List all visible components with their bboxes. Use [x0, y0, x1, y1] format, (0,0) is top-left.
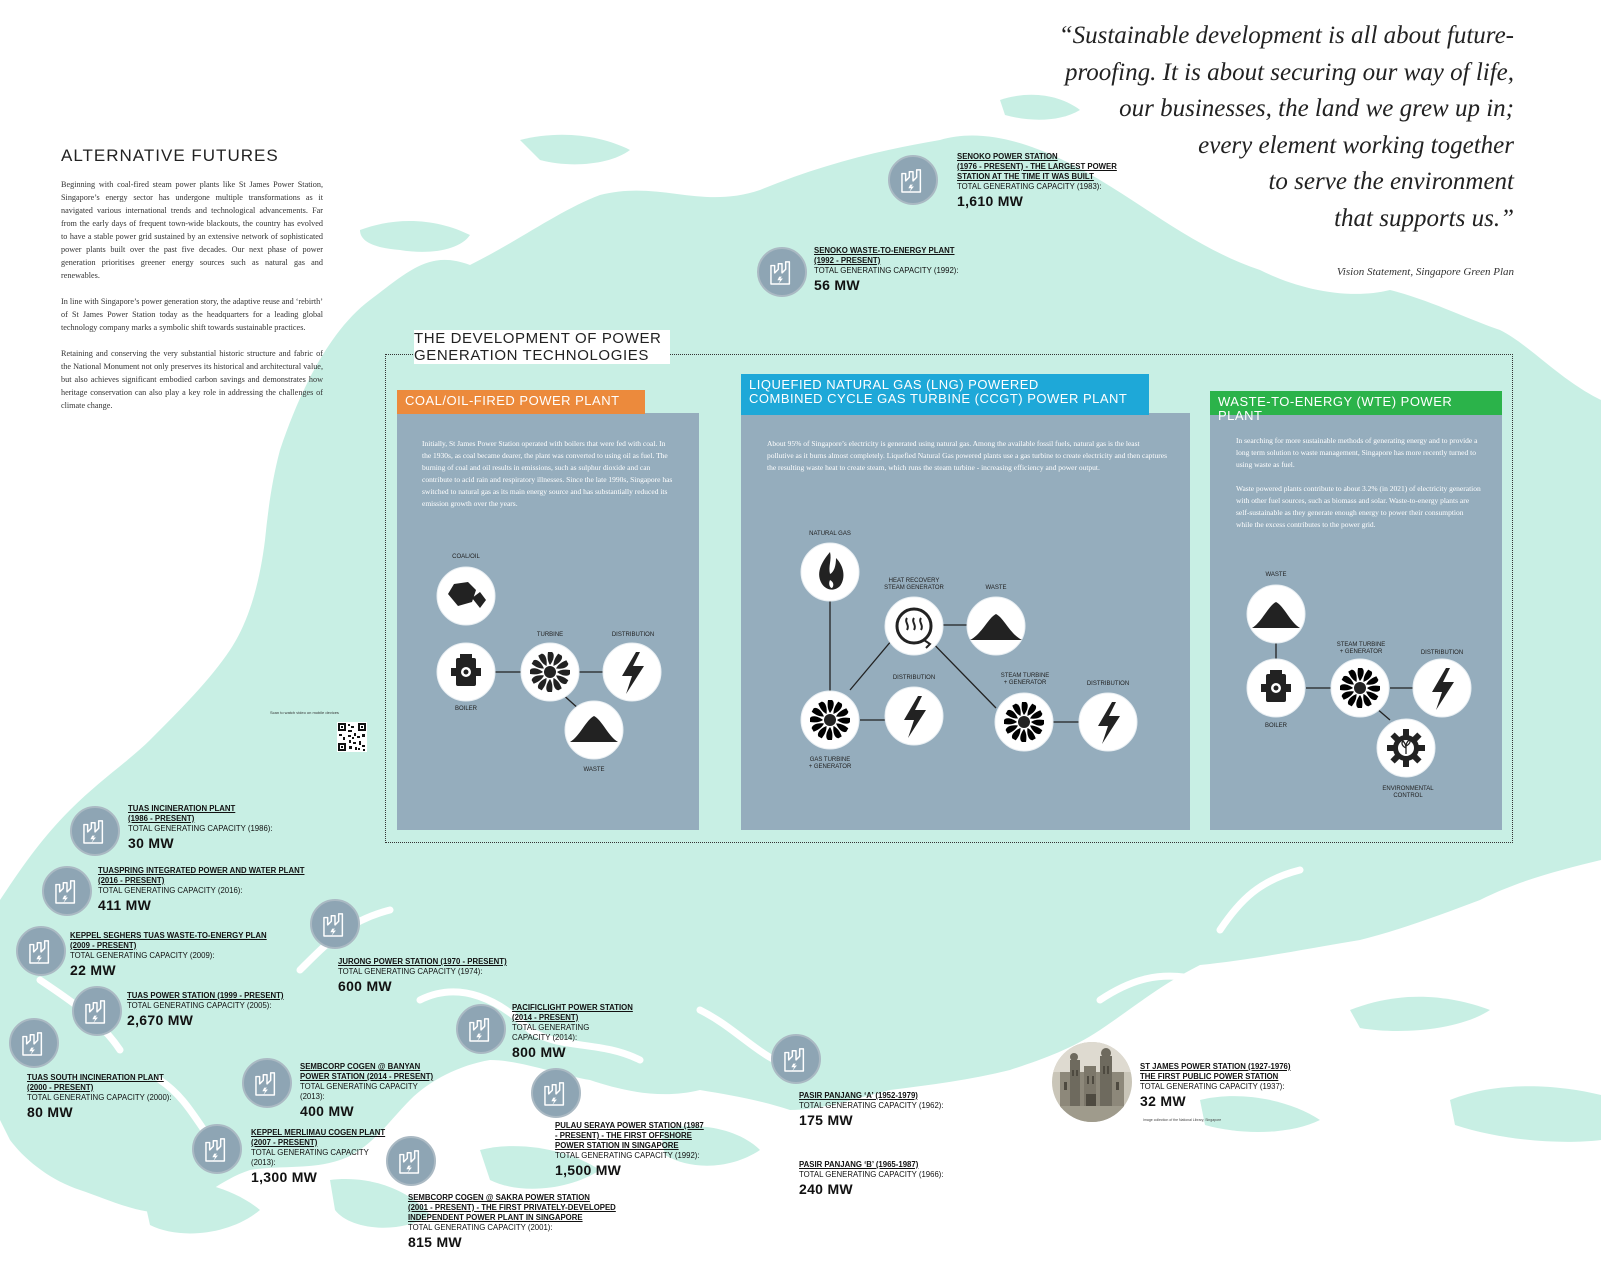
paragraph: In searching for more sustainable methods of generating energy and to provide a long term solution to waste management, Singapore has more recently turned to using waste as fuel. [1236, 436, 1478, 469]
label-environmental-control [1370, 786, 1446, 800]
label-line: STEAM TURBINE [1336, 642, 1386, 648]
plant-sembcorp-sakra [408, 1193, 616, 1251]
plant-desc: (1986 - PRESENT) [128, 814, 195, 823]
plant-pacificlight [512, 1003, 633, 1061]
plant-name: PULAU SERAYA POWER STATION (1987 [555, 1121, 704, 1130]
factory-icon [42, 866, 92, 916]
factory-icon [456, 1004, 506, 1054]
plant-st-james [1140, 1062, 1291, 1110]
plant-capacity-value: 56 MW [814, 277, 860, 293]
label-line: GAS TURBINE [809, 757, 851, 763]
label-waste: WASTE [583, 767, 605, 773]
wte-diagram [1236, 580, 1486, 780]
technologies-title [414, 330, 670, 364]
label-natural-gas: NATURAL GAS [809, 531, 851, 537]
paragraph: Beginning with coal-fired steam power plants like St James Power Station, Singapore’s energy sector has undergone multiple transformations as it navigated various international trends and technological advancements. Far from the early days of frequent town-wide blackouts, the country has evolved to have a stable power grid sustained by an extensive network of sophisticated power plants built over the past five decades. Our next phase of power generation prioritises greener energy sources such as natural gas and renewables. [61, 180, 323, 280]
wte-panel-text [1236, 435, 1481, 543]
factory-icon [72, 986, 122, 1036]
plant-tuas-power-station [127, 991, 284, 1029]
label-steam-turbine [1326, 642, 1396, 656]
plant-name: PASIR PANJANG ‘B’ (1965-1987) [799, 1160, 919, 1169]
factory-icon [771, 1034, 821, 1084]
factory-icon [757, 247, 807, 297]
plant-capacity-label: TOTAL GENERATING CAPACITY [300, 1082, 418, 1091]
label-line: + GENERATOR [1003, 680, 1047, 686]
plant-tuas-incineration [128, 804, 273, 852]
plant-sembcorp-banyan [300, 1062, 433, 1120]
plant-capacity-label: TOTAL GENERATING CAPACITY (2005): [127, 1001, 272, 1010]
paragraph: About 95% of Singapore’s electricity is generated using natural gas. Among the available fossil fuels, natural gas is the least pollutive as it burns almost completely. Liquefied Natural Gas powered plants use a gas turbine to create electricity and then captures the resulting waste heat to create steam, which runs the steam turbine - increasing efficiency and power output. [767, 439, 1168, 472]
plant-pulau-seraya [555, 1121, 704, 1179]
plant-name: - PRESENT) - THE FIRST OFFSHORE [555, 1131, 692, 1140]
plant-tuas-south-incineration [27, 1073, 172, 1121]
quote-line: that supports us.” [1334, 204, 1514, 232]
plant-capacity-value: 815 MW [408, 1234, 462, 1250]
plant-capacity-label: TOTAL GENERATING CAPACITY [251, 1148, 369, 1157]
label-steam-turbine [990, 673, 1060, 687]
plant-capacity-value: 411 MW [98, 897, 152, 913]
plant-desc: (2009 - PRESENT) [70, 941, 137, 950]
plant-capacity-label: TOTAL GENERATING CAPACITY (1983): [957, 182, 1102, 191]
plant-capacity-value: 80 MW [27, 1104, 73, 1120]
plant-name: KEPPEL SEGHERS TUAS WASTE-TO-ENERGY PLAN [70, 931, 267, 940]
label-line: CONTROL [1393, 793, 1423, 799]
plant-capacity-label: TOTAL GENERATING CAPACITY (2009): [70, 951, 215, 960]
paragraph: Waste powered plants contribute to about 3.2% (in 2021) of electricity generation with other fuel sources, such as biomass and solar. Waste-to-energy plants are self-sustainable as they generate enough energy to power their consumption while the excess contributes to the power grid. [1236, 484, 1481, 529]
plant-desc: (2001 - PRESENT) - THE FIRST PRIVATELY-DEVELOPED [408, 1203, 616, 1212]
paragraph: In line with Singapore’s power generation story, the adaptive reuse and ‘rebirth’ of St James Power Station today as the headquarters for a leading global technology company marks a symbolic shift towards sustainable practices. [61, 297, 323, 332]
label-line: STEAM TURBINE [1000, 673, 1050, 679]
factory-icon [9, 1018, 59, 1068]
alternative-futures-body [61, 178, 323, 425]
quote-line: “Sustainable development is all about future- [1058, 22, 1514, 49]
alternative-futures-title: ALTERNATIVE FUTURES [61, 146, 279, 165]
plant-name: POWER STATION (2014 - PRESENT) [300, 1072, 434, 1081]
plant-capacity-label: (2013): [251, 1158, 276, 1167]
factory-icon [70, 806, 120, 856]
factory-icon [310, 899, 360, 949]
st-james-photo [1052, 1042, 1132, 1122]
plant-capacity-label: TOTAL GENERATING [512, 1023, 590, 1032]
plant-desc: (2000 - PRESENT) [27, 1083, 94, 1092]
plant-capacity-label: TOTAL GENERATING CAPACITY (1937): [1140, 1082, 1285, 1091]
label-distribution: DISTRIBUTION [611, 632, 655, 638]
quote-line: to serve the environment [1268, 168, 1514, 195]
plant-keppel-merlimau [251, 1128, 385, 1186]
factory-icon [888, 155, 938, 205]
plant-capacity-value: 1,300 MW [251, 1169, 318, 1185]
plant-capacity-label: TOTAL GENERATING CAPACITY (1974): [338, 967, 483, 976]
plant-desc: STATION AT THE TIME IT WAS BUILT [957, 172, 1094, 181]
plant-desc: (1976 - PRESENT) - THE LARGEST POWER [957, 162, 1117, 171]
paragraph: Initially, St James Power Station operated with boilers that were fed with coal. In the 1930s, as coal became dearer, the plant was converted to using oil as fuel. The burning of coal and oil results in emissions, such as sulphur dioxide and can contribute to acid rain and respiratory illnesses. Since the late 1990s, Singapore has switched to natural gas as its main energy source and has substantially reduced its emission growth over the years. [422, 439, 673, 508]
plant-capacity-value: 2,670 MW [127, 1012, 194, 1028]
plant-capacity-label: TOTAL GENERATING CAPACITY (1992): [555, 1151, 700, 1160]
plant-name: KEPPEL MERLIMAU COGEN PLANT [251, 1128, 386, 1137]
plant-capacity-value: 22 MW [70, 962, 116, 978]
plant-name: PACIFICLIGHT POWER STATION [512, 1003, 633, 1012]
label-line: HEAT RECOVERY [888, 578, 940, 584]
plant-capacity-value: 800 MW [512, 1044, 566, 1060]
plant-desc: (2007 - PRESENT) [251, 1138, 318, 1147]
plant-name: SEMBCORP COGEN @ BANYAN [300, 1062, 421, 1071]
plant-tuaspring [98, 866, 304, 914]
plant-desc: (2014 - PRESENT) [512, 1013, 579, 1022]
plant-jurong-power-station [338, 957, 507, 995]
label-hrsg [876, 578, 952, 592]
factory-icon [16, 926, 66, 976]
technologies-title-line: THE DEVELOPMENT OF POWER [414, 330, 662, 347]
plant-capacity-value: 1,610 MW [957, 193, 1024, 209]
quote-source: Vision Statement, Singapore Green Plan [1336, 266, 1514, 278]
plant-capacity-label: TOTAL GENERATING CAPACITY (2016): [98, 886, 243, 895]
plant-capacity-value: 400 MW [300, 1103, 354, 1119]
plant-capacity-label: TOTAL GENERATING CAPACITY (2000): [27, 1093, 172, 1102]
factory-icon [192, 1124, 242, 1174]
wte-panel-tag: WASTE-TO-ENERGY (WTE) POWER PLANT [1210, 391, 1502, 415]
label-line: STEAM GENERATOR [884, 585, 944, 591]
label-distribution: DISTRIBUTION [892, 675, 936, 681]
plant-capacity-value: 175 MW [799, 1112, 853, 1128]
label-distribution: DISTRIBUTION [1086, 681, 1130, 687]
label-line: + GENERATOR [1339, 649, 1383, 655]
quote-line: every element working together [1198, 131, 1514, 159]
lng-tag-line: COMBINED CYCLE GAS TURBINE (CCGT) POWER PLANT [749, 391, 1128, 406]
plant-desc: (1992 - PRESENT) [814, 256, 881, 265]
plant-name: TUASPRING INTEGRATED POWER AND WATER PLANT [98, 866, 305, 875]
plant-capacity-value: 240 MW [799, 1181, 853, 1197]
label-turbine: TURBINE [536, 632, 564, 638]
plant-pasir-panjang-b [799, 1160, 944, 1198]
qr-note: Scan to watch video on mobile devices [270, 710, 339, 715]
plant-capacity-label: TOTAL GENERATING CAPACITY (1966): [799, 1170, 944, 1179]
paragraph: Retaining and conserving the very substantial historic structure and fabric of the National Monument not only preserves its historical and architectural value, but also achieves significant embodied carbon savings and demonstrates how heritage conservation can also play a key role in addressing the challenges of climate change. [61, 349, 323, 410]
label-line: + GENERATOR [808, 764, 852, 770]
plant-name: PASIR PANJANG ‘A’ (1952-1979) [799, 1091, 918, 1100]
plant-capacity-label: TOTAL GENERATING CAPACITY (2001): [408, 1223, 553, 1232]
plant-name: TUAS POWER STATION (1999 - PRESENT) [127, 991, 284, 1000]
label-boiler: BOILER [454, 706, 477, 712]
label-boiler: BOILER [1264, 723, 1287, 729]
plant-desc: THE FIRST PUBLIC POWER STATION [1140, 1072, 1279, 1081]
lng-diagram [790, 530, 1170, 780]
plant-capacity-label: TOTAL GENERATING CAPACITY (1992): [814, 266, 959, 275]
plant-name: SEMBCORP COGEN @ SAKRA POWER STATION [408, 1193, 590, 1202]
plant-capacity-value: 600 MW [338, 978, 392, 994]
plant-senoko-wte [814, 246, 959, 294]
label-waste: WASTE [985, 585, 1007, 591]
plant-name: TUAS INCINERATION PLANT [128, 804, 236, 813]
lng-panel-text [767, 438, 1167, 486]
plant-name: SENOKO WASTE-TO-ENERGY PLANT [814, 246, 955, 255]
factory-icon [531, 1068, 581, 1118]
qr-code[interactable] [337, 722, 367, 752]
label-coal-oil: COAL/OIL [452, 554, 480, 560]
technologies-title-line: GENERATION TECHNOLOGIES [414, 347, 649, 364]
plant-name: POWER STATION IN SINGAPORE [555, 1141, 679, 1150]
plant-senoko-power-station [957, 152, 1117, 210]
plant-desc: (2016 - PRESENT) [98, 876, 165, 885]
label-distribution: DISTRIBUTION [1420, 650, 1464, 656]
photo-credit: Image collection of the National Library, Singapore [1143, 1118, 1222, 1122]
plant-capacity-value: 32 MW [1140, 1093, 1186, 1109]
label-gas-turbine [798, 757, 862, 771]
quote-line: our businesses, the land we grew up in; [1119, 95, 1514, 122]
plant-desc: INDEPENDENT POWER PLANT IN SINGAPORE [408, 1213, 583, 1222]
plant-capacity-label: TOTAL GENERATING CAPACITY (1986): [128, 824, 273, 833]
plant-name: ST JAMES POWER STATION (1927-1976) [1140, 1062, 1291, 1071]
coal-oil-panel-text [422, 438, 674, 522]
plant-pasir-panjang-a [799, 1091, 944, 1129]
plant-name: TUAS SOUTH INCINERATION PLANT [27, 1073, 164, 1082]
label-line: ENVIRONMENTAL [1382, 786, 1434, 792]
plant-capacity-value: 30 MW [128, 835, 174, 851]
plant-name: JURONG POWER STATION (1970 - PRESENT) [338, 957, 507, 966]
coal-oil-diagram [420, 540, 680, 780]
factory-icon [386, 1136, 436, 1186]
label-waste: WASTE [1265, 572, 1287, 578]
lng-panel-tag [741, 374, 1149, 415]
plant-keppel-seghers [70, 931, 267, 979]
factory-icon [242, 1058, 292, 1108]
plant-capacity-label: TOTAL GENERATING CAPACITY (1962): [799, 1101, 944, 1110]
plant-capacity-label: CAPACITY (2014): [512, 1033, 578, 1042]
plant-name: SENOKO POWER STATION [957, 152, 1058, 161]
plant-capacity-value: 1,500 MW [555, 1162, 622, 1178]
lng-tag-line: LIQUEFIED NATURAL GAS (LNG) POWERED [749, 377, 1039, 392]
quote-line: proofing. It is about securing our way of life, [1064, 58, 1514, 86]
plant-capacity-label: (2013): [300, 1092, 325, 1101]
coal-oil-panel-tag: COAL/OIL-FIRED POWER PLANT [397, 390, 645, 414]
